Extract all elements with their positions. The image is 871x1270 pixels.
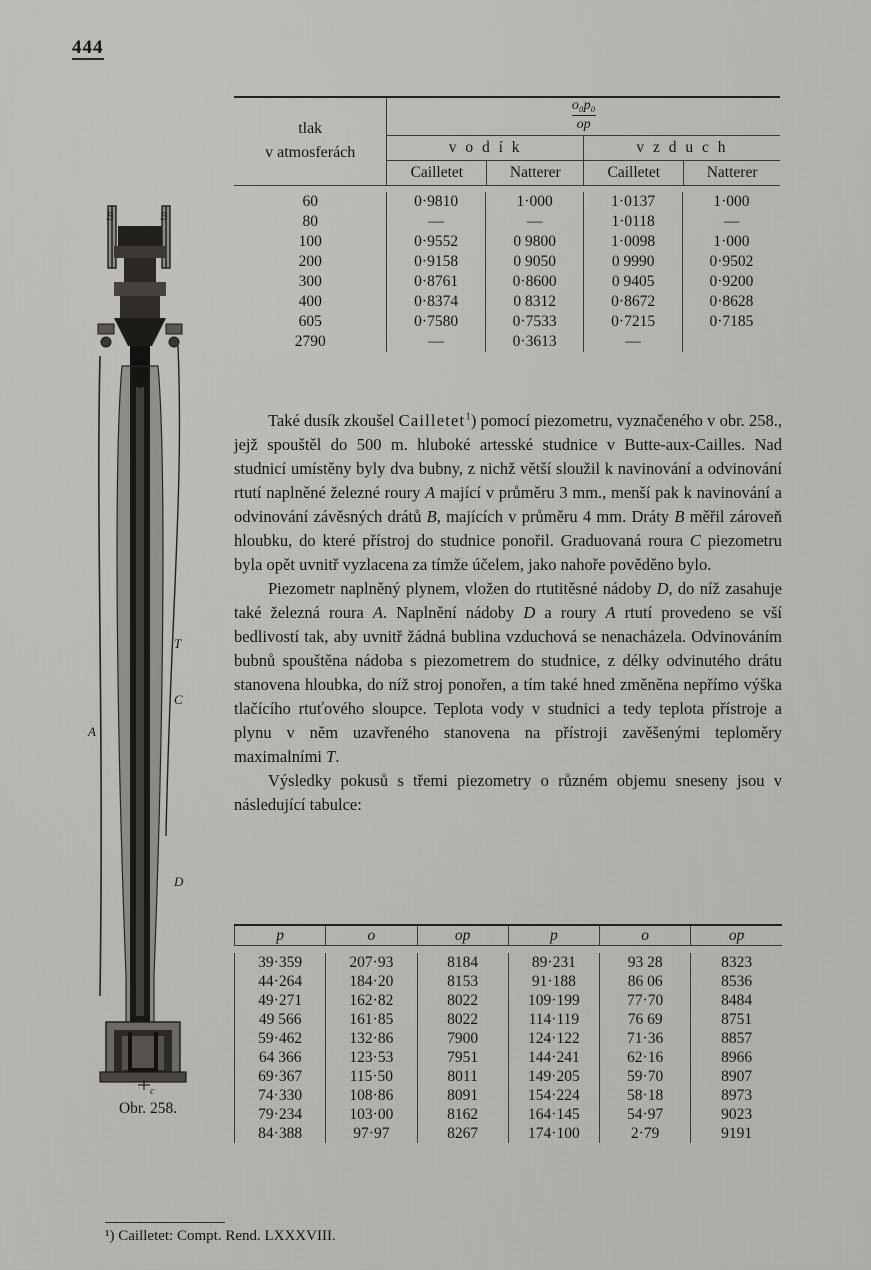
table-top-body — [234, 192, 780, 352]
cell-op: 9023 — [691, 1105, 782, 1124]
table-row — [235, 1105, 783, 1124]
footnote-rule — [105, 1222, 225, 1223]
table-row — [235, 991, 783, 1010]
body-text — [234, 408, 782, 817]
table-bottom-body — [235, 953, 783, 1143]
cell-p: 114·119 — [508, 1010, 599, 1029]
table-row — [235, 1067, 783, 1086]
cell-op: 8162 — [417, 1105, 508, 1124]
sub-header-natterer-a: Natterer — [684, 160, 780, 185]
cell-op: 8536 — [691, 972, 782, 991]
cell-o: 86 06 — [600, 972, 691, 991]
cell-pressure: 300 — [298, 272, 322, 290]
column-header-o2: o — [600, 926, 691, 945]
cell-p: 174·100 — [508, 1124, 599, 1143]
cell-value: 0·7185 — [682, 312, 780, 332]
cell-value: 1·000 — [485, 192, 584, 212]
figure-258 — [70, 196, 210, 1097]
cell-p: 74·330 — [235, 1086, 326, 1105]
cell-value: 0·9200 — [682, 272, 780, 292]
cell-p: 64 366 — [235, 1048, 326, 1067]
table-row — [235, 1124, 783, 1143]
figure-caption: Obr. 258. — [118, 1100, 178, 1117]
sub-header-cailletet-h: Cailletet — [387, 160, 487, 185]
cell-value: — — [485, 212, 584, 232]
cell-o: 108·86 — [326, 1086, 417, 1105]
cell-pressure: 60 — [302, 192, 318, 210]
cell-p: 79·234 — [235, 1105, 326, 1124]
cell-p: 59·462 — [235, 1029, 326, 1048]
svg-text:B: B — [106, 209, 114, 223]
table-row — [235, 972, 783, 991]
table-row — [235, 1010, 783, 1029]
cell-o: 2·79 — [600, 1124, 691, 1143]
cell-op: 8966 — [691, 1048, 782, 1067]
cell-pressure: 80 — [302, 212, 318, 230]
cell-op: 8091 — [417, 1086, 508, 1105]
table-row — [234, 272, 780, 292]
cell-o: 97·97 — [326, 1124, 417, 1143]
cell-value: 0·8761 — [387, 272, 486, 292]
cell-p: 154·224 — [508, 1086, 599, 1105]
cell-p: 144·241 — [508, 1048, 599, 1067]
cell-value: 0·7533 — [485, 312, 584, 332]
table-row — [235, 1029, 783, 1048]
cell-op: 8184 — [417, 953, 508, 972]
cell-value: — — [584, 332, 683, 352]
cell-value: — — [387, 332, 486, 352]
cell-op: 7900 — [417, 1029, 508, 1048]
cell-pressure: 2790 — [294, 332, 326, 350]
fraction-header-cell — [387, 98, 780, 135]
table-row — [235, 1086, 783, 1105]
table-row-fraction-header — [234, 98, 780, 135]
cell-o: 184·20 — [326, 972, 417, 991]
footnote-text: ¹) Cailletet: Compt. Rend. LXXXVIII. — [105, 1228, 336, 1244]
cell-o: 115·50 — [326, 1067, 417, 1086]
table-row — [234, 232, 780, 252]
column-header-op2: op — [691, 926, 782, 945]
cell-o: 59·70 — [600, 1067, 691, 1086]
cell-o: 71·36 — [600, 1029, 691, 1048]
cell-p: 84·388 — [235, 1124, 326, 1143]
cell-p: 69·367 — [235, 1067, 326, 1086]
cell-op: 8011 — [417, 1067, 508, 1086]
sub-header-natterer-h: Natterer — [487, 160, 584, 185]
cell-value: 0 9405 — [584, 272, 683, 292]
cell-p: 49·271 — [235, 991, 326, 1010]
cell-pressure: 605 — [298, 312, 322, 330]
cell-value: 0·9810 — [387, 192, 486, 212]
cell-value: 0·9158 — [387, 252, 486, 272]
cell-op: 8857 — [691, 1029, 782, 1048]
cell-value: 1·0098 — [584, 232, 683, 252]
cell-o: 161·85 — [326, 1010, 417, 1029]
cell-p: 109·199 — [508, 991, 599, 1010]
cell-pressure: 400 — [298, 292, 322, 310]
cell-o: 207·93 — [326, 953, 417, 972]
cell-p: 164·145 — [508, 1105, 599, 1124]
cell-o: 123·53 — [326, 1048, 417, 1067]
table-hydrogen-air-ratios — [234, 96, 780, 352]
cell-o: 77·70 — [600, 991, 691, 1010]
cell-value: 0 9800 — [485, 232, 584, 252]
table-row — [234, 312, 780, 332]
table-row — [234, 212, 780, 232]
cell-p: 49 566 — [235, 1010, 326, 1029]
cell-op: 9191 — [691, 1124, 782, 1143]
cell-value: 1·000 — [682, 232, 780, 252]
cell-p: 39·359 — [235, 953, 326, 972]
row-header-atmosferach: v atmosferách — [265, 144, 356, 162]
row-header-tlak: tlak — [298, 120, 323, 138]
table-bottom-header-separator — [234, 945, 782, 946]
table-row — [235, 953, 783, 972]
fraction-numerator: o₀p₀ — [571, 98, 596, 113]
cell-o: 132·86 — [326, 1029, 417, 1048]
cell-value: 0·8628 — [682, 292, 780, 312]
cell-o: 54·97 — [600, 1105, 691, 1124]
group-header-vodik: v o d í k — [387, 135, 584, 160]
cell-op: 8323 — [691, 953, 782, 972]
column-header-op1: op — [417, 926, 508, 945]
cell-op: 8907 — [691, 1067, 782, 1086]
cell-p: 91·188 — [508, 972, 599, 991]
cell-op: 8267 — [417, 1124, 508, 1143]
fraction-denominator: op — [576, 116, 591, 132]
column-header-p1: p — [235, 926, 326, 945]
cell-p: 44·264 — [235, 972, 326, 991]
cell-value: 0·7580 — [387, 312, 486, 332]
cell-p: 124·122 — [508, 1029, 599, 1048]
cell-o: 58·18 — [600, 1086, 691, 1105]
cell-op: 8022 — [417, 991, 508, 1010]
cell-op: 8484 — [691, 991, 782, 1010]
table-row-header — [235, 926, 783, 945]
paragraph-1: Také dusík zkoušel Cailletet$^1$) pomocí piezometru, vyznačeného v obr. 258., jejž spouštěl do 500 m. hluboké artesské studnice v Butte-aux-Cailles. Nad studnicí umístěny byly dva bubny, z nichž větší sloužil k navinování a odvinování rtutí naplněné železné roury A mající v průměru 3 mm., menší pak k navinování a odvinování závěsných drátů B, majících v průměru 4 mm. Dráty B měřil zároveň hloubku, do které přístroj do studnice ponořil. Graduovaná roura C piezometru byla opět uvnitř vyzlacena za tímže účelem, jako nahoře pověděno bylo. — [234, 410, 783, 574]
cell-value: 1·000 — [682, 192, 780, 212]
paragraph-2: Piezometr naplněný plynem, vložen do rtutitěsné nádoby D, do níž zasahuje také železná roura A. Naplnění nádoby D a roury A rtutí provedeno se vší bedlivostí tak, aby uvnitř žádná bublina vzduchová se nenacházela. Odvinováním bubnů spouštěna nádoba s piezometrem do studnice, z délky odvinutého drátu stanovena hloubka, do níž stroj ponořen, a tím také hned změněna nepřímo výška tlačícího rtuťového sloupce. Teplota vody v studnici a tedy teplota přístroje a plynu v něm uzavřeného stanovena na přístroji zavěšenými teploměry maximalními T. — [234, 578, 782, 766]
cell-value: 0·8600 — [485, 272, 584, 292]
cell-op: 8751 — [691, 1010, 782, 1029]
cell-o: 76 69 — [600, 1010, 691, 1029]
table-row — [235, 1048, 783, 1067]
cell-value — [682, 332, 780, 352]
table-row — [234, 332, 780, 352]
cell-o: 103·00 — [326, 1105, 417, 1124]
cell-value: 0 9050 — [485, 252, 584, 272]
cell-o: 62·16 — [600, 1048, 691, 1067]
footnote — [105, 1222, 665, 1245]
row-header-cell — [234, 98, 387, 185]
cell-o: 162·82 — [326, 991, 417, 1010]
cell-value: 0·9552 — [387, 232, 486, 252]
svg-text:T: T — [174, 636, 182, 651]
cell-value: 1·0118 — [584, 212, 683, 232]
svg-text:C: C — [174, 692, 183, 707]
svg-text:A: A — [88, 724, 96, 739]
cell-value: 0·7215 — [584, 312, 683, 332]
column-header-o1: o — [326, 926, 417, 945]
cell-value: 0·8672 — [584, 292, 683, 312]
cell-value: — — [387, 212, 486, 232]
table-row — [234, 252, 780, 272]
sub-header-cailletet-a: Cailletet — [584, 160, 684, 185]
cell-op: 8153 — [417, 972, 508, 991]
cell-o: 93 28 — [600, 953, 691, 972]
cell-value: 0·9502 — [682, 252, 780, 272]
cell-value: 0·3613 — [485, 332, 584, 352]
page-number: 444 — [72, 37, 104, 58]
cell-p: 149·205 — [508, 1067, 599, 1086]
svg-text:c: c — [150, 1086, 155, 1097]
cell-p: 89·231 — [508, 953, 599, 972]
cell-value: 0 8312 — [485, 292, 584, 312]
cell-pressure: 200 — [298, 252, 322, 270]
group-header-vzduch: v z d u c h — [584, 135, 780, 160]
table-piezometer-results — [234, 924, 782, 1143]
cell-value: 1·0137 — [584, 192, 683, 212]
column-header-p2: p — [508, 926, 599, 945]
paragraph-3: Výsledky pokusů s třemi piezometry o různém objemu sneseny jsou v následující tabulce: — [234, 770, 782, 814]
cell-op: 7951 — [417, 1048, 508, 1067]
table-row — [234, 192, 780, 212]
cell-value: 0 9990 — [584, 252, 683, 272]
cell-op: 8973 — [691, 1086, 782, 1105]
cell-pressure: 100 — [298, 232, 322, 250]
cell-value: — — [682, 212, 780, 232]
svg-text:B: B — [160, 209, 168, 223]
svg-text:D: D — [174, 874, 184, 889]
cell-value: 0·8374 — [387, 292, 486, 312]
cell-op: 8022 — [417, 1010, 508, 1029]
table-header-separator — [234, 185, 780, 186]
table-row — [234, 292, 780, 312]
